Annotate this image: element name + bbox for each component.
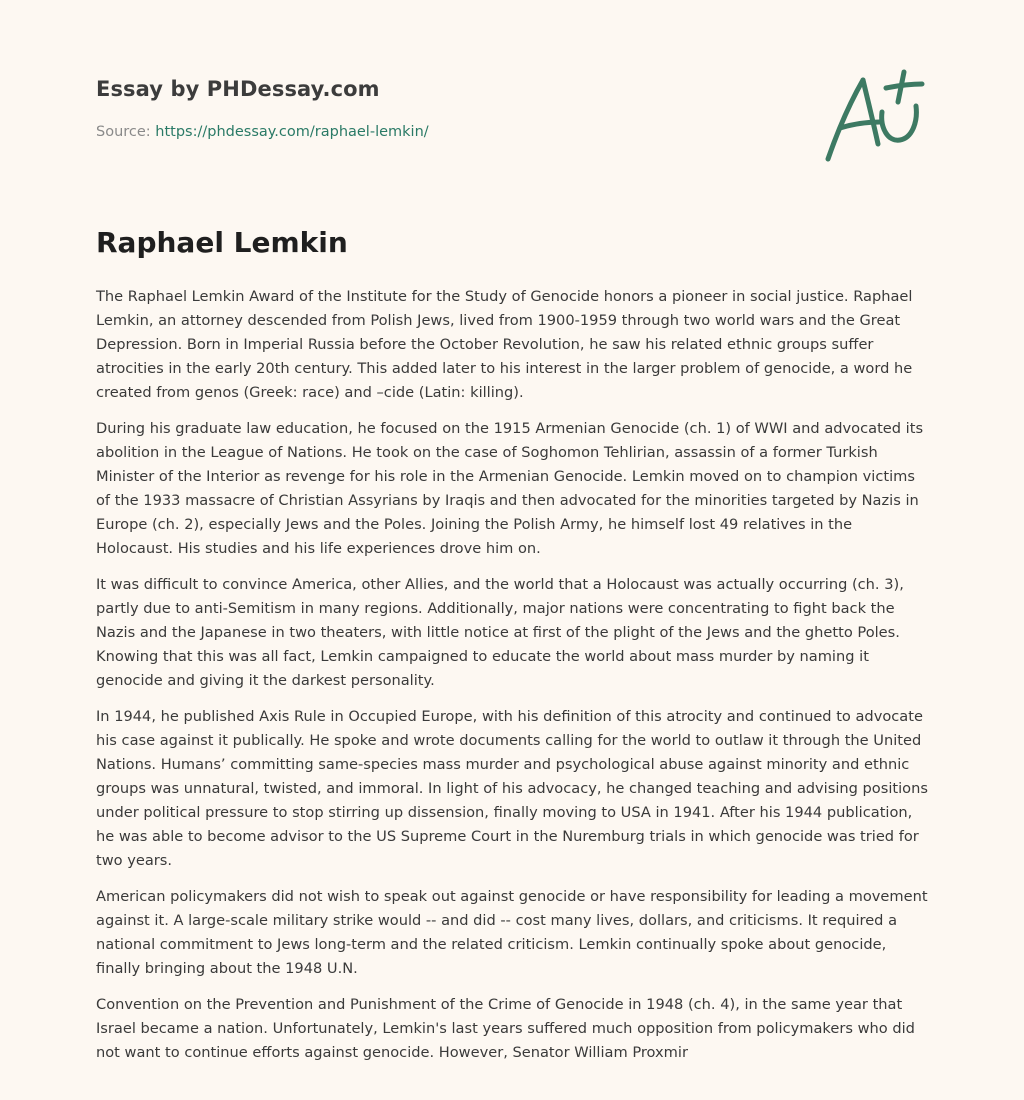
- essay-paragraph: It was difficult to convince America, other Allies, and the world that a Holocaust was actually occurring (ch. 3), partly due to anti-Semitism in many regions. Additionally, major nations were concentrating to fight back the Nazis and the Japanese in two theaters, with little notice at first of the plight of the Jews and the ghetto Poles. Knowing that this was all fact, Lemkin campaigned to educate the world about mass murder by naming it genocide and giving it the darkest personality.: [96, 576, 904, 689]
- essay-paragraph: Convention on the Prevention and Punishment of the Crime of Genocide in 1948 (ch. 4), in the same year that Israel became a nation. Unfortunately, Lemkin's last years suffered much opposition from policymakers who did not want to continue efforts against genocide. However, Senator William Proxmir: [96, 996, 915, 1061]
- essay-paragraph: American policymakers did not wish to speak out against genocide or have responsibility for leading a movement against it. A large-scale military strike would -- and did -- cost many lives, dollars, and criticisms. It required a national commitment to Jews long-term and the related criticism. Lemkin continually spoke about genocide, finally bringing about the 1948 U.N.: [96, 888, 928, 977]
- source-link[interactable]: https://phdessay.com/raphael-lemkin/: [155, 124, 429, 140]
- essay-paragraph: In 1944, he published Axis Rule in Occupied Europe, with his definition of this atrocity and continued to advocate his case against it publically. He spoke and wrote documents calling for the world to outlaw it through the United Nations. Humans’ committing same-species mass murder and psychological abuse against minority and ethnic groups was unnatural, twisted, and immoral. In light of his advocacy, he changed teaching and advising positions under political pressure to stop stirring up dissension, finally moving to USA in 1941. After his 1944 publication, he was able to become advisor to the US Supreme Court in the Nuremburg trials in which genocide was tried for two years.: [96, 708, 928, 869]
- source-label: Source:: [96, 124, 156, 140]
- essay-title: Raphael Lemkin: [96, 226, 348, 259]
- a-plus-logo-icon: [818, 66, 930, 166]
- site-title: Essay by PHDessay.com: [96, 77, 380, 101]
- essay-body: [96, 285, 932, 1077]
- logo-a-left-stroke: [828, 80, 863, 159]
- essay-paragraph: The Raphael Lemkin Award of the Institute for the Study of Genocide honors a pioneer in social justice. Raphael Lemkin, an attorney descended from Polish Jews, lived from 1900-1959 through two world wars and the Great Depression. Born in Imperial Russia before the October Revolution, he saw his related ethnic groups suffer atrocities in the early 20th century. This added later to his interest in the larger problem of genocide, a word he created from genos (Greek: race) and –cide (Latin: killing).: [96, 288, 913, 401]
- logo-a-right-stroke: [863, 80, 878, 144]
- source-line: [96, 124, 429, 140]
- logo-swirl: [882, 106, 917, 140]
- essay-paragraph: During his graduate law education, he focused on the 1915 Armenian Genocide (ch. 1) of WWI and advocated its abolition in the League of Nations. He took on the case of Soghomon Tehlirian, assassin of a former Turkish Minister of the Interior as revenge for his role in the Armenian Genocide. Lemkin moved on to champion victims of the 1933 massacre of Christian Assyrians by Iraqis and then advocated for the minorities targeted by Nazis in Europe (ch. 2), especially Jews and the Poles. Joining the Polish Army, he himself lost 49 relatives in the Holocaust. His studies and his life experiences drove him on.: [96, 420, 924, 557]
- logo-plus-horizontal: [886, 84, 922, 88]
